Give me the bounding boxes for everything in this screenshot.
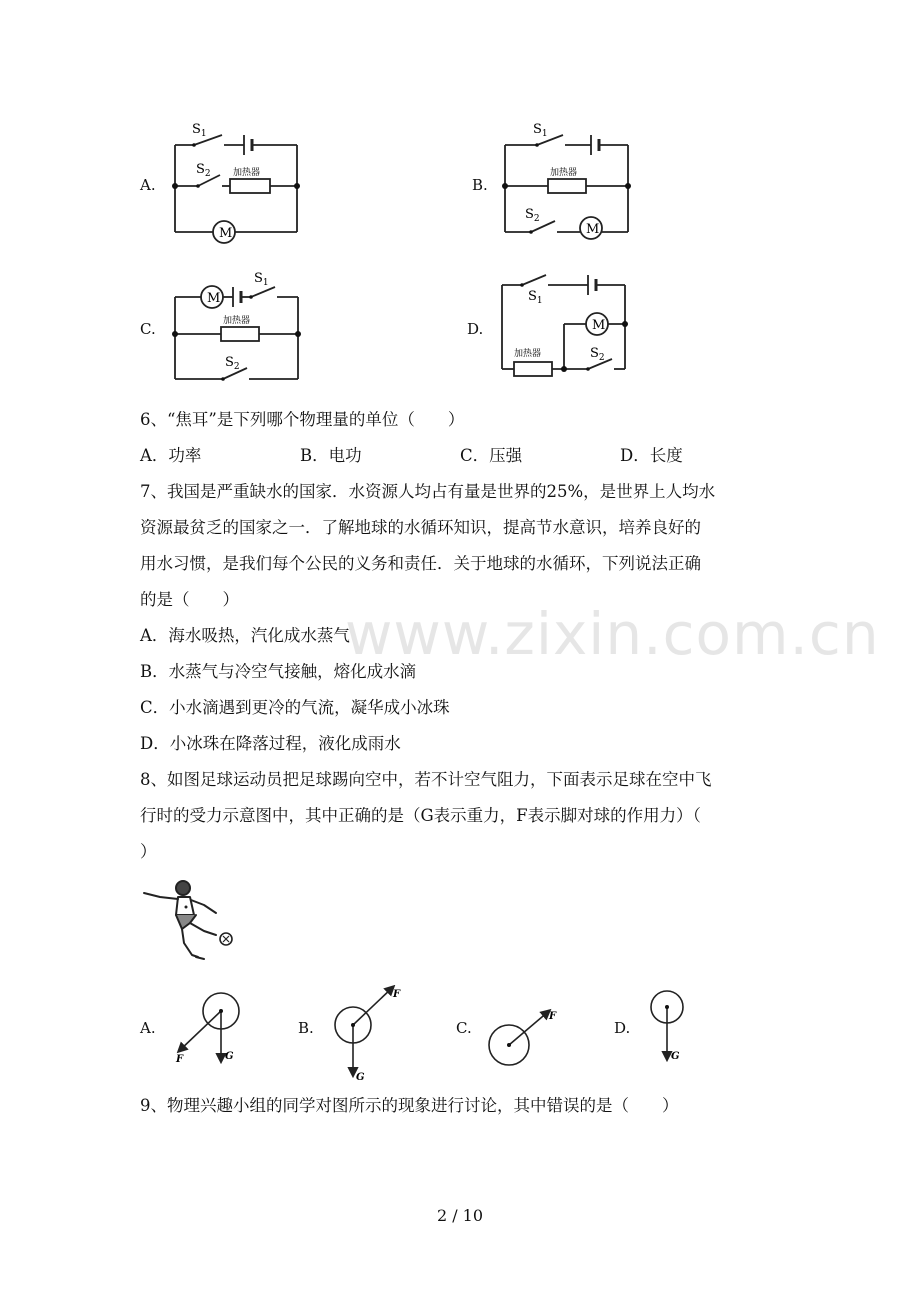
force-diagrams (165, 985, 710, 1085)
circuit-d-heater-label: 加热器 (514, 349, 542, 359)
q7-stem-line-2: 资源最贫乏的国家之一．了解地球的水循环知识，提高节水意识，培养良好的 (140, 518, 701, 537)
watermark: www.zixin.com.cn (345, 600, 880, 668)
force-d-g-label: G (671, 1051, 680, 1062)
force-b-g-label: G (356, 1072, 365, 1083)
q6-option-c: C．压强 (460, 446, 523, 465)
force-a-g-label: G (225, 1051, 234, 1062)
football-player-illustration (138, 875, 248, 967)
q7-stem-line-1: 7、我国是严重缺水的国家．水资源人均占有量是世界的25%，是世界上人均水 (140, 482, 716, 501)
circuit-diagram-b (495, 115, 640, 250)
q8-option-a-label: A. (140, 1019, 156, 1037)
circuit-b-heater-label: 加热器 (550, 168, 578, 178)
q5-option-a-label: A. (140, 176, 156, 194)
circuit-d-motor-label: M (592, 318, 606, 333)
circuit-diagram-c (163, 262, 308, 384)
circuit-d-s2-label: $S_2$ (590, 346, 605, 363)
q7-option-d: D．小冰珠在降落过程，液化成雨水 (140, 734, 401, 753)
q7-stem-line-3: 用水习惯，是我们每个公民的义务和责任．关于地球的水循环，下列说法正确 (140, 554, 701, 573)
q5-option-d-label: D. (467, 320, 484, 338)
circuit-a-s2-label: $S_2$ (196, 162, 211, 179)
circuit-a-heater-label: 加热器 (233, 168, 261, 178)
circuit-c-s2-label: $S_2$ (225, 355, 240, 372)
q6-stem: 6、“焦耳”是下列哪个物理量的单位（ ） (140, 410, 465, 429)
q8-option-c-label: C. (456, 1019, 472, 1037)
q8-option-d-label: D. (614, 1019, 631, 1037)
q6-option-b: B．电功 (300, 446, 362, 465)
circuit-diagram-a (160, 115, 310, 250)
circuit-a-s1-label: $S_1$ (192, 122, 207, 139)
circuit-b-s1-label: $S_1$ (533, 122, 548, 139)
circuit-c-heater-label: 加热器 (223, 316, 251, 326)
circuit-diagram-d (492, 265, 637, 387)
force-b-f-label: F (393, 989, 401, 1000)
force-a-f-label: F (176, 1054, 184, 1065)
circuit-d-s1-label: $S_1$ (528, 289, 543, 306)
circuit-b-s2-label: $S_2$ (525, 207, 540, 224)
q7-stem-line-4: 的是（ ） (140, 590, 239, 609)
q6-option-d: D．长度 (620, 446, 683, 465)
q8-stem-line-3: ） (140, 842, 157, 861)
force-a-f-arrow (179, 1011, 221, 1051)
page-number: 2 / 10 (436, 1206, 484, 1225)
force-b-f-arrow (353, 987, 393, 1025)
q7-option-c: C．小水滴遇到更冷的气流，凝华成小冰珠 (140, 698, 450, 717)
circuit-c-motor-label: M (207, 291, 221, 306)
circuit-a-motor-label: M (219, 226, 233, 241)
q8-stem-line-2: 行时的受力示意图中，其中正确的是（G表示重力，F表示脚对球的作用力）（ (140, 806, 701, 825)
q8-stem-line-1: 8、如图足球运动员把足球踢向空中，若不计空气阻力，下面表示足球在空中飞 (140, 770, 712, 789)
q8-option-b-label: B. (298, 1019, 314, 1037)
force-c-f-label: F (549, 1011, 557, 1022)
circuit-c-s1-label: $S_1$ (254, 271, 269, 288)
q6-option-a: A．功率 (140, 446, 202, 465)
circuit-b-motor-label: M (586, 222, 600, 237)
q5-option-c-label: C. (140, 320, 156, 338)
q9-stem: 9、物理兴趣小组的同学对图所示的现象进行讨论，其中错误的是（ ） (140, 1096, 679, 1115)
q5-option-b-label: B. (472, 176, 488, 194)
q7-option-a: A．海水吸热，汽化成水蒸气 (140, 626, 350, 645)
q7-option-b: B．水蒸气与冷空气接触，熔化成水滴 (140, 662, 417, 681)
